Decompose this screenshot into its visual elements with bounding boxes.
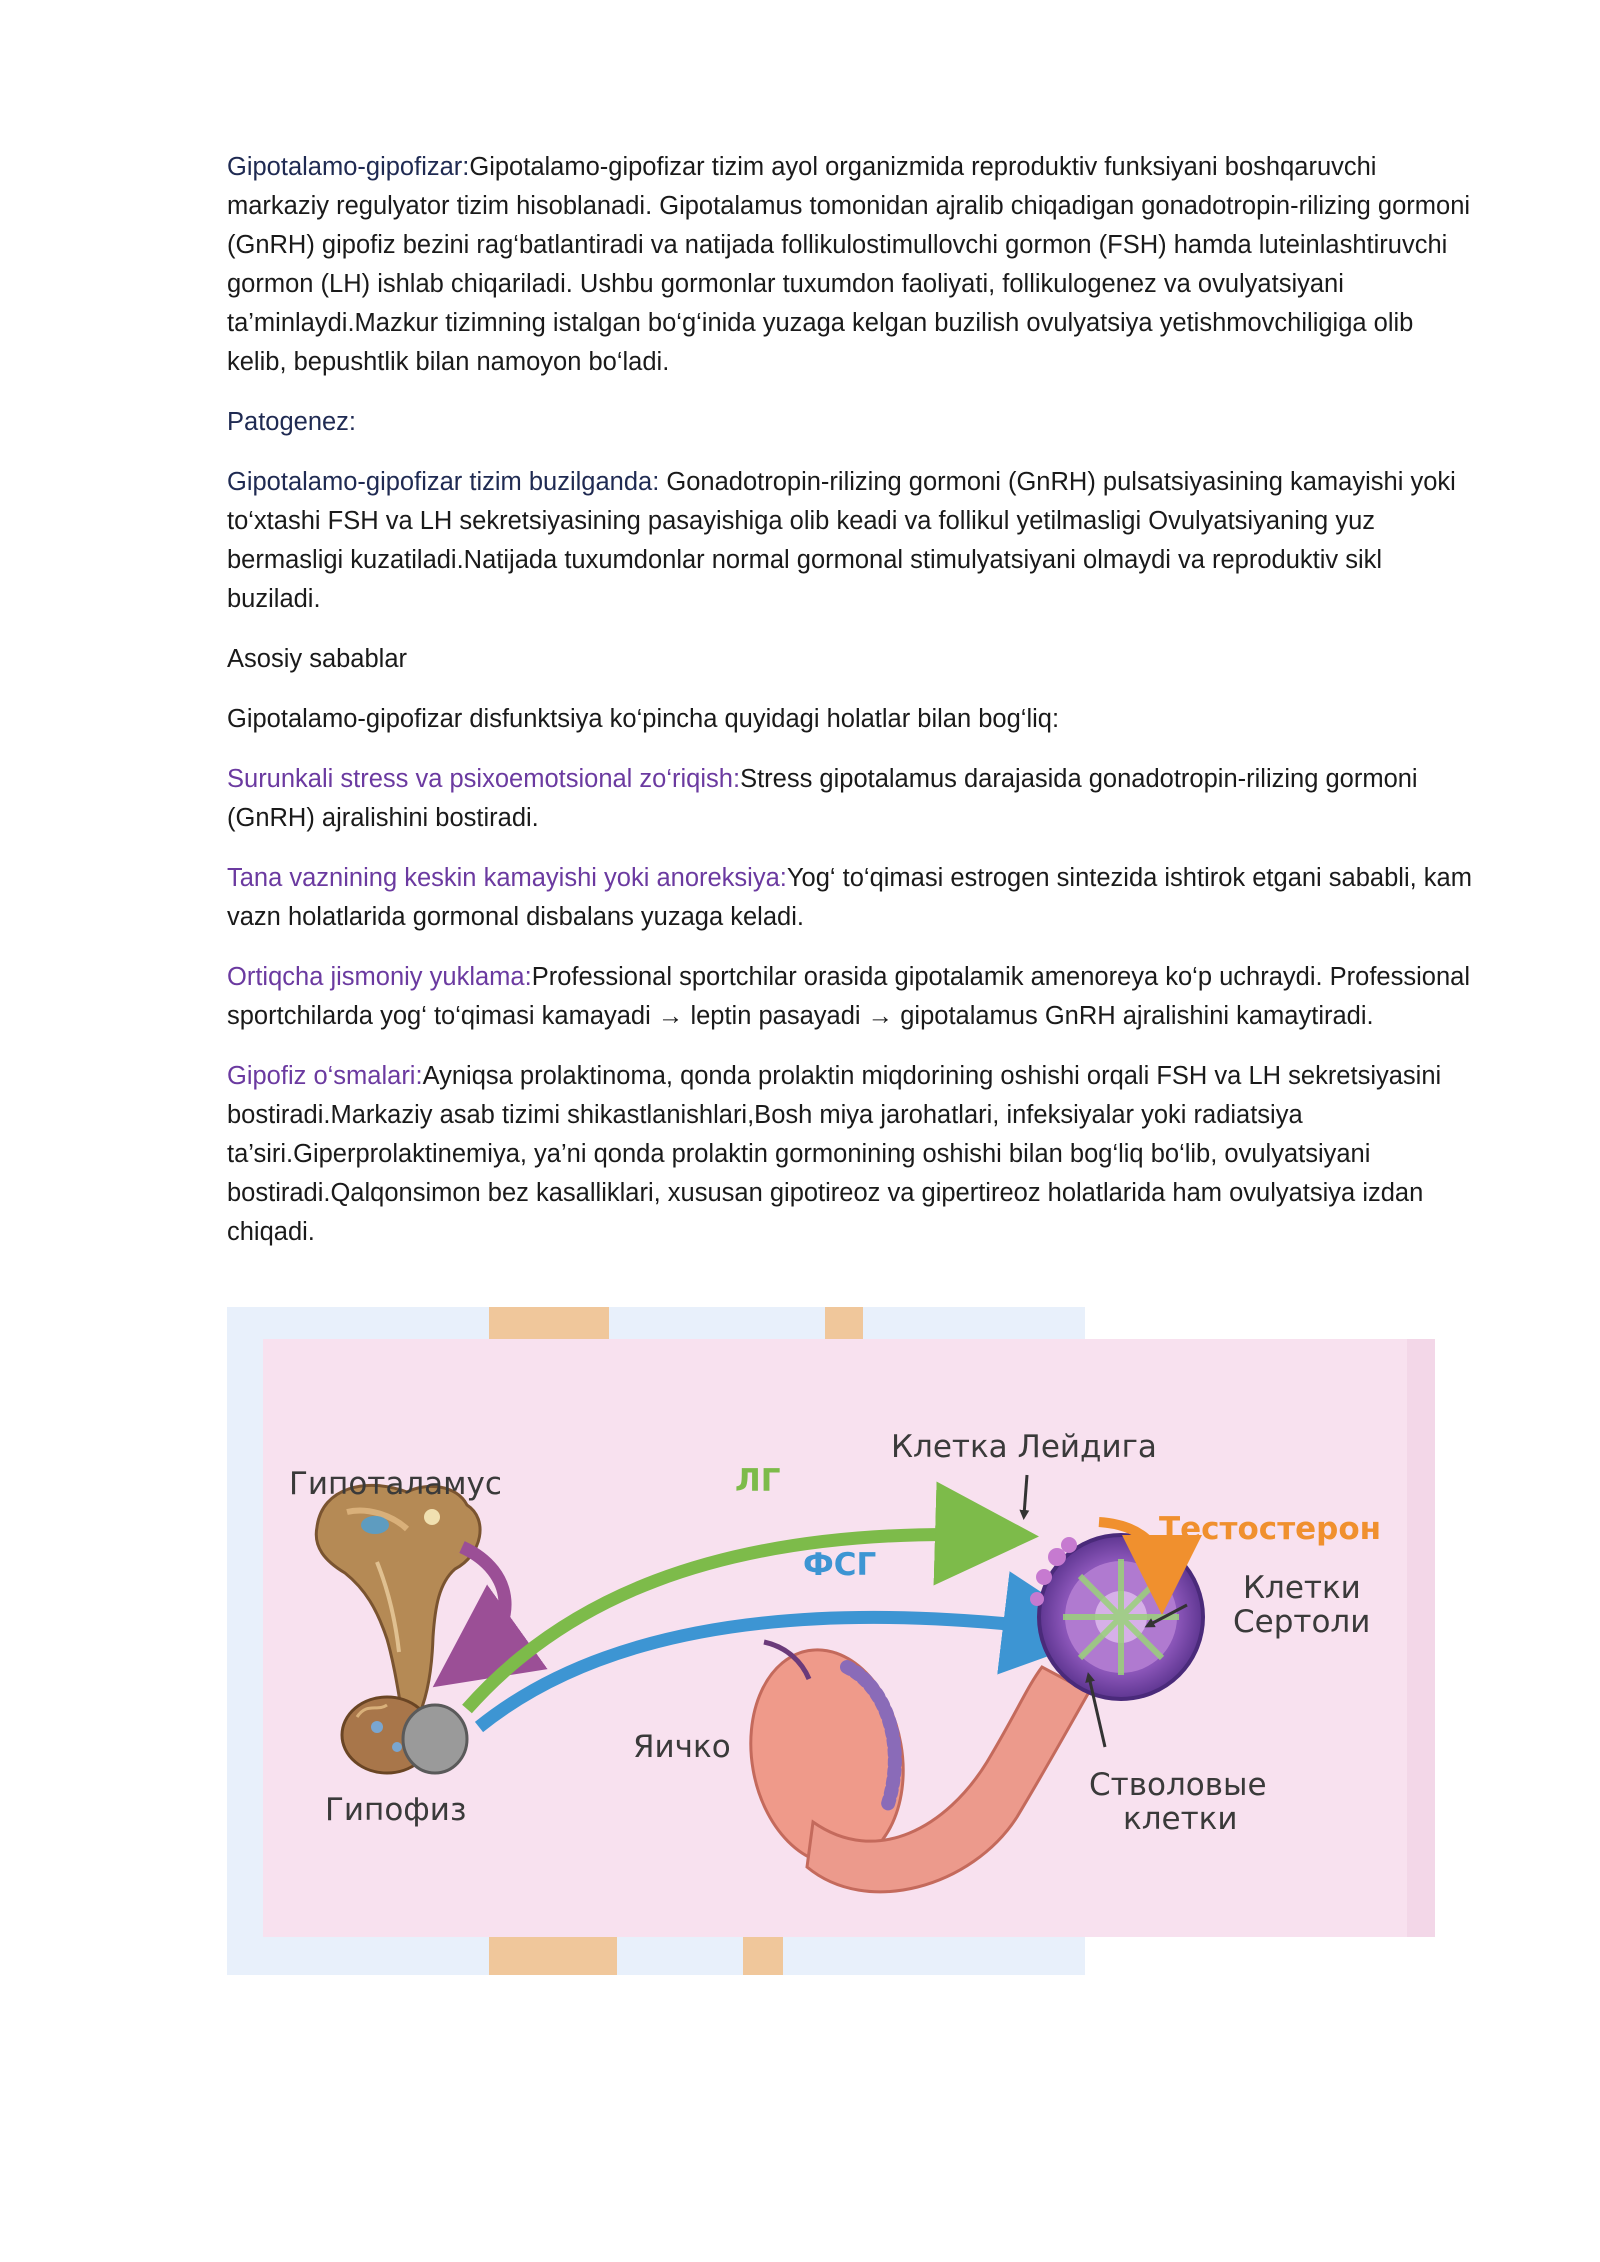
paragraph-text: Gonadotropin-rilizing gormoni (GnRH) pulsatsiyasining kamayishi yoki to‘xtashi FSH va LH sekretsiyasining pasayishiga olib keadi va follikul yetilmasligi Ovulyatsiyaning yuz bermasligi kuzatiladi.Natijada tuxumdonlar normal gormonal stimulyatsiyani olmaydi va reproduktiv sikl buziladi.	[227, 468, 1456, 613]
section-heading: Patogenez:	[227, 408, 357, 436]
figure-tab-bottom-left	[489, 1937, 617, 1975]
paragraph-lead: Gipofiz o‘smalari:	[227, 1062, 423, 1090]
label-sertoli-line1: Клетки	[1243, 1570, 1361, 1606]
label-stem-cells-line1: Стволовые	[1089, 1767, 1267, 1803]
label-testosterone: Тестостерон	[1159, 1511, 1382, 1547]
label-lh: ЛГ	[735, 1463, 781, 1499]
paragraph-disfunktsiya	[227, 700, 1472, 739]
label-hypothalamus: Гипоталамус	[289, 1466, 502, 1502]
paragraph-tizim-buzilganda	[227, 463, 1472, 619]
label-leydig: Клетка Лейдига	[891, 1429, 1157, 1465]
paragraph-lead: Gipotalamo-gipofizar:	[227, 153, 470, 181]
paragraph-lead: Ortiqcha jismoniy yuklama:	[227, 963, 532, 991]
paragraph-text: Ayniqsa prolaktinoma, qonda prolaktin miqdorining oshishi orqali FSH va LH sekretsiyasini bostiradi.Markaziy asab tizimi shikastlanishlari,Bosh miya jarohatlari, infeksiyalar yoki radiatsiya ta’siri.Giperprolaktinemiya, ya’ni qonda prolaktin gormonining oshishi bilan bog‘liq bo‘lib, ovulyatsiyani bostiradi.Qalqonsimon bez kasalliklari, xususan gipotireoz va gipertireoz holatlarida ham ovulyatsiya izdan chiqadi.	[227, 1062, 1442, 1246]
paragraph-text: Gipotalamo-gipofizar tizim ayol organizmida reproduktiv funksiyani boshqaruvchi markaziy regulyator tizim hisoblanadi. Gipotalamus tomonidan ajralib chiqadigan gonadotropin-rilizing gormoni (GnRH) gipofiz bezini rag‘batlantiradi va natijada follikulostimullovchi gormon (FSH) hamda luteinlashtiruvchi gormon (LH) ishlab chiqariladi. Ushbu gormonlar tuxumdon faoliyati, follikulogenez va ovulyatsiyani ta’minlaydi.Mazkur tizimning istalgan bo‘g‘inida yuzaga kelgan buzilish ovulyatsiya yetishmovchiligiga olib kelib, bepushtlik bilan namoyon bo‘ladi.	[227, 153, 1471, 376]
figure-tab-top-right	[825, 1307, 863, 1339]
paragraph-text: Yog‘ to‘qimasi estrogen sintezida ishtirok etgani sababli, kam vazn holatlarida gormonal disbalans yuzaga keladi.	[227, 864, 1472, 931]
paragraph-text: Asosiy sabablar	[227, 645, 408, 673]
paragraph-lead: Tana vaznining keskin kamayishi yoki anoreksiya:	[227, 864, 787, 892]
hormone-axis-diagram	[227, 1307, 1435, 1975]
paragraph-jismoniy-yuklama	[227, 958, 1472, 1036]
paragraph-lead: Surunkali stress va psixoemotsional zo‘riqish:	[227, 765, 741, 793]
paragraph-gipofiz-osmalari	[227, 1057, 1472, 1252]
paragraph-patogenez	[227, 403, 1472, 442]
label-testis: Яичко	[633, 1729, 731, 1765]
paragraph-tana-vazni	[227, 859, 1472, 937]
paragraph-text: Gipotalamo-gipofizar disfunktsiya ko‘pincha quyidagi holatlar bilan bog‘liq:	[227, 705, 1060, 733]
paragraph-text: Professional sportchilar orasida gipotalamik amenoreya ko‘p uchraydi. Professional sportchilarda yog‘ to‘qimasi kamayadi → leptin pasayadi → gipotalamus GnRH ajralishini kamaytiradi.	[227, 963, 1470, 1030]
paragraph-lead: Gipotalamo-gipofizar tizim buzilganda:	[227, 468, 667, 496]
paragraph-asosiy-sabablar	[227, 640, 1472, 679]
paragraph-gipotalamo-gipofizar	[227, 148, 1472, 382]
figure-tab-bottom-right	[743, 1937, 783, 1975]
hormone-axis-figure	[227, 1307, 1435, 1975]
label-stem-cells-line2: клетки	[1123, 1801, 1238, 1837]
document-body	[227, 148, 1472, 1273]
label-fsh: ФСГ	[803, 1547, 877, 1583]
paragraph-stress	[227, 760, 1472, 838]
figure-tab-top-left	[489, 1307, 609, 1339]
figure-side-strip	[1407, 1339, 1435, 1937]
label-sertoli-line2: Сертоли	[1233, 1604, 1371, 1640]
label-pituitary: Гипофиз	[325, 1792, 467, 1828]
paragraph-text: Stress gipotalamus darajasida gonadotropin-rilizing gormoni (GnRH) ajralishini bostiradi.	[227, 765, 1418, 832]
